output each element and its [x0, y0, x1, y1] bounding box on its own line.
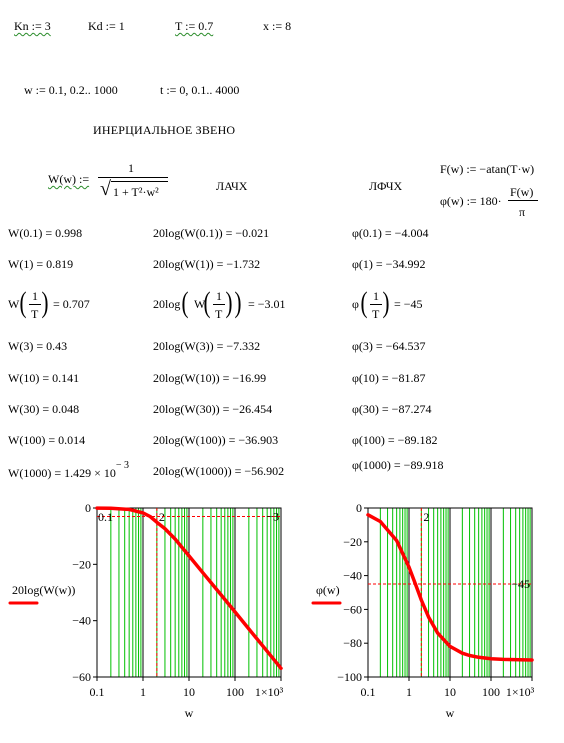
data-point [436, 632, 438, 634]
y-tick-label: −60 [72, 670, 91, 684]
w-value-0: W(0.1) = 0.998 [8, 226, 83, 240]
y-tick-label: −40 [343, 568, 362, 583]
log-fraction-inner: W [194, 297, 206, 311]
f-def: F(w) := −atan(T·w) [440, 162, 535, 176]
param-x: x := 8 [263, 19, 292, 33]
phi-value-6: φ(100) = −89.182 [352, 433, 438, 447]
lachx-value-4: 20log(W(10)) = −16.99 [153, 371, 267, 385]
data-point [110, 507, 112, 509]
x-tick-label: 1×10³ [505, 685, 535, 699]
y-axis-label: φ(w) [316, 583, 340, 597]
param-t-range: t := 0, 0.1.. 4000 [160, 83, 240, 97]
data-point [477, 656, 479, 658]
data-point [367, 514, 369, 516]
lachx-value-5: 20log(W(30)) = −26.454 [153, 402, 273, 416]
data-point [164, 527, 166, 529]
paren-close: ) [234, 286, 242, 319]
x-tick-label: 0.1 [360, 685, 376, 699]
log-frac-one: 1 [216, 289, 222, 303]
data-point [531, 659, 533, 661]
data-point [188, 555, 190, 557]
paren-open: ( [19, 286, 27, 319]
y-tick-label: −60 [343, 602, 362, 617]
data-point [234, 611, 236, 613]
lachx-value-1: 20log(W(1)) = −1.732 [153, 257, 261, 271]
data-point [414, 583, 416, 585]
log-fraction-prefix: 20log [153, 297, 181, 311]
x-tick-label: 100 [226, 685, 244, 699]
param-kd: Kd := 1 [88, 19, 125, 33]
paren-close: ) [382, 286, 390, 319]
phi-value-2: = −45 [394, 297, 423, 311]
data-point [149, 515, 151, 517]
data-point [202, 571, 204, 573]
data-point [490, 658, 492, 660]
y-tick-label: −100 [337, 670, 362, 684]
w-frac-one: 1 [32, 289, 38, 303]
param-w-range: w := 0.1, 0.2.. 1000 [24, 83, 118, 97]
x-tick-label: 1×10³ [254, 685, 284, 699]
data-point [156, 521, 158, 523]
data-point [248, 628, 250, 630]
x-marker-label: 2 [158, 510, 165, 524]
phi-frac-t: T [372, 307, 380, 321]
log-frac-t: T [215, 307, 223, 321]
w-value-1: W(1) = 0.819 [8, 257, 74, 271]
lachx-value-6: 20log(W(100)) = −36.903 [153, 433, 279, 447]
lachx-value-2: = −3.01 [248, 297, 286, 311]
y-marker-label: −3 [266, 509, 279, 524]
w-value-7-exponent: − 3 [115, 460, 129, 471]
lfchx-label: ЛФЧХ [369, 179, 403, 193]
data-point [220, 594, 222, 596]
x-tick-label: 1 [140, 685, 146, 699]
x-axis-label: w [445, 706, 455, 720]
phi-value-0: φ(0.1) = −4.004 [352, 226, 429, 240]
data-point [449, 645, 451, 647]
param-t: T := 0.7 [175, 19, 214, 33]
data-point [395, 539, 397, 541]
y-tick-label: −20 [72, 557, 91, 572]
phi-def-left: φ(w) := 180· [440, 194, 502, 208]
data-point [266, 650, 268, 652]
w-value-5: W(30) = 0.048 [8, 402, 80, 416]
x-tick-label: 1 [406, 685, 412, 699]
x-left-marker-label: 0.1 [98, 510, 113, 524]
y-tick-label: −80 [343, 636, 362, 651]
w-frac-t: T [31, 307, 39, 321]
phi-fraction-prefix: φ [352, 297, 359, 311]
y-marker-label: −45 [511, 577, 530, 592]
sqrt-sign: √ [100, 178, 111, 200]
data-point [502, 658, 504, 660]
paren-close: ) [225, 286, 233, 319]
x-tick-label: 100 [482, 685, 500, 699]
w-value-6: W(100) = 0.014 [8, 433, 86, 447]
lachx-value-0: 20log(W(0.1)) = −0.021 [153, 226, 270, 240]
x-marker-label: 2 [423, 510, 430, 524]
data-point [128, 508, 130, 510]
paren-open: ( [203, 286, 211, 319]
data-point [461, 652, 463, 654]
phi-value-5: φ(30) = −87.274 [352, 402, 432, 416]
data-point [280, 667, 282, 669]
x-tick-label: 10 [183, 685, 195, 699]
phi-def-num: F(w) [510, 185, 534, 199]
x-axis-label: w [184, 706, 194, 720]
y-tick-label: 0 [85, 501, 91, 515]
x-tick-label: 0.1 [89, 685, 105, 699]
x-tick-label: 10 [444, 685, 456, 699]
w-def-left: W(w) := [48, 172, 90, 186]
data-point [379, 520, 381, 522]
phi-value-7: φ(1000) = −89.918 [352, 458, 444, 472]
w-fraction-prefix: W [8, 297, 20, 311]
y-tick-label: 0 [356, 501, 362, 515]
data-point [174, 538, 176, 540]
y-tick-label: −20 [343, 534, 362, 549]
param-kn: Kn := 3 [14, 19, 51, 33]
lachx-label: ЛАЧХ [216, 179, 248, 193]
y-axis-label: 20log(W(w)) [12, 583, 76, 597]
data-point [210, 581, 212, 583]
phi-value-4: φ(10) = −81.87 [352, 371, 426, 385]
w-value-2: = 0.707 [53, 297, 90, 311]
data-point [96, 507, 98, 509]
section-heading: ИНЕРЦИАЛЬНОЕ ЗВЕНО [93, 123, 236, 137]
paren-close: ) [41, 286, 49, 319]
paren-open: ( [181, 286, 189, 319]
lachx-value-3: 20log(W(3)) = −7.332 [153, 339, 261, 353]
data-point [420, 599, 422, 601]
y-tick-label: −40 [72, 613, 91, 628]
w-def-num: 1 [128, 161, 134, 175]
phi-frac-one: 1 [373, 289, 379, 303]
data-point [518, 659, 520, 661]
data-point [408, 566, 410, 568]
w-value-7: $W(1000) = 1.429 \times 10^{- 3}$ [8, 460, 129, 480]
data-point [142, 512, 144, 514]
w-def-den: 1 + T²·w² [113, 185, 159, 199]
w-value-4: W(10) = 0.141 [8, 371, 80, 385]
phi-value-1: φ(1) = −34.992 [352, 257, 426, 271]
phi-def-den: π [519, 205, 526, 219]
data-point [427, 616, 429, 618]
phi-value-3: φ(3) = −64.537 [352, 339, 426, 353]
w-value-3: W(3) = 0.43 [8, 339, 68, 353]
data-point [468, 654, 470, 656]
lachx-value-7: 20log(W(1000)) = −56.902 [153, 464, 285, 478]
paren-open: ( [360, 286, 368, 319]
